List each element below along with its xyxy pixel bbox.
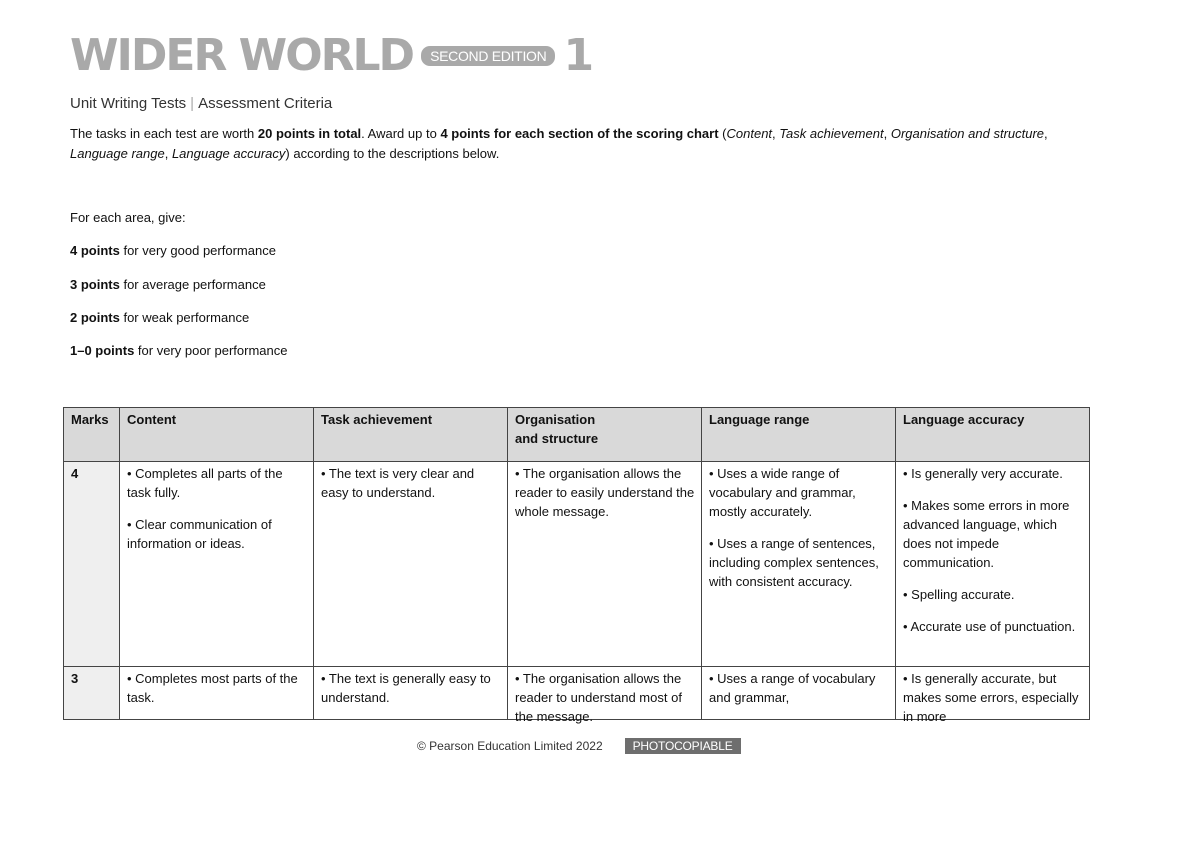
intro-italic: Language accuracy xyxy=(171,146,286,161)
scoring-points: 2 points xyxy=(70,310,120,325)
mark-value: 3 xyxy=(71,671,79,686)
scoring-desc: for very poor performance xyxy=(134,343,288,358)
scoring-points: 1–0 points xyxy=(70,343,135,358)
table-row xyxy=(64,462,1090,667)
intro-text: ( xyxy=(718,126,727,141)
scoring-lead: For each area, give: xyxy=(70,210,186,225)
intro-text: , xyxy=(772,126,780,141)
criterion-bullet: • The organisation allows the reader to understand most of the message. xyxy=(515,671,682,724)
logo-level-number: 1 xyxy=(563,30,595,81)
intro-text: The tasks in each test are worth xyxy=(70,126,258,141)
criterion-bullet: • Makes some errors in more advanced language, which does not impede communication. xyxy=(903,498,1070,570)
header-organisation-line2: and structure xyxy=(515,431,599,446)
table-row xyxy=(64,667,1090,720)
page-footer xyxy=(417,738,741,754)
header-marks: Marks xyxy=(64,408,120,462)
criterion-bullet: • Is generally very accurate. xyxy=(903,466,1063,481)
intro-bold-sections: 4 points for each section of the scoring chart xyxy=(440,126,719,141)
header-language-accuracy: Language accuracy xyxy=(896,408,1090,462)
scoring-item xyxy=(70,243,276,258)
scoring-desc: for weak performance xyxy=(119,310,250,325)
mark-cell xyxy=(64,667,120,720)
intro-text: , xyxy=(164,146,172,161)
scoring-points: 3 points xyxy=(70,277,120,292)
logo-edition-badge: SECOND EDITION xyxy=(421,46,555,66)
scoring-desc: for very good performance xyxy=(119,243,276,258)
subtitle-right: Assessment Criteria xyxy=(198,95,333,112)
intro-italic: Language range xyxy=(70,146,165,161)
content-cell xyxy=(120,667,314,720)
intro-text: , xyxy=(1044,126,1048,141)
table-header-row xyxy=(64,408,1090,462)
intro-text: . Award up to xyxy=(361,126,441,141)
range-cell xyxy=(702,462,896,667)
criterion-bullet: • The text is very clear and easy to understand. xyxy=(321,466,475,500)
criterion-bullet: • Completes most parts of the task. xyxy=(127,671,298,705)
criterion-bullet: • Spelling accurate. xyxy=(903,587,1015,602)
criterion-bullet: • Completes all parts of the task fully. xyxy=(127,466,283,500)
range-cell xyxy=(702,667,896,720)
wider-world-logo xyxy=(70,30,595,81)
assessment-criteria-table xyxy=(63,407,1090,724)
accuracy-cell xyxy=(896,462,1090,667)
criterion-bullet: • Uses a range of sentences, including complex sentences, with consistent accuracy. xyxy=(709,536,879,589)
criterion-bullet: • The organisation allows the reader to easily understand the whole message. xyxy=(515,466,695,519)
header-language-range: Language range xyxy=(702,408,896,462)
subtitle-separator: | xyxy=(190,95,195,112)
logo-title: WIDER WORLD xyxy=(70,30,414,81)
intro-bold-total: 20 points in total xyxy=(257,126,362,141)
content-cell xyxy=(120,462,314,667)
scoring-item xyxy=(70,343,287,358)
intro-text: ) according to the descriptions below. xyxy=(285,146,500,161)
subtitle-left: Unit Writing Tests xyxy=(70,95,187,112)
criterion-bullet: • Accurate use of punctuation. xyxy=(903,619,1076,634)
intro-text: , xyxy=(883,126,891,141)
header-organisation xyxy=(508,408,702,462)
scoring-item xyxy=(70,310,249,325)
criterion-bullet: • Is generally accurate, but makes some errors, especially in more xyxy=(903,671,1079,724)
task-cell xyxy=(314,462,508,667)
accuracy-cell xyxy=(896,667,1090,724)
intro-italic: Content xyxy=(726,126,773,141)
intro-italic: Organisation and structure xyxy=(890,126,1045,141)
copyright-text: © Pearson Education Limited 2022 xyxy=(417,739,603,753)
task-cell xyxy=(314,667,508,720)
page-subtitle xyxy=(70,95,332,112)
header-organisation-line1: Organisation xyxy=(515,412,596,427)
criterion-bullet: • Uses a range of vocabulary and grammar, xyxy=(709,671,876,705)
photocopiable-badge: PHOTOCOPIABLE xyxy=(625,738,741,754)
criterion-bullet: • The text is generally easy to understand. xyxy=(321,671,491,705)
scoring-item xyxy=(70,277,266,292)
intro-paragraph xyxy=(70,124,1070,164)
header-task-achievement: Task achievement xyxy=(314,408,508,462)
organisation-cell xyxy=(508,462,702,667)
intro-italic: Task achievement xyxy=(779,126,884,141)
criterion-bullet: • Uses a wide range of vocabulary and grammar, mostly accurately. xyxy=(709,466,856,519)
mark-cell: 4 xyxy=(64,462,120,667)
header-content: Content xyxy=(120,408,314,462)
scoring-desc: for average performance xyxy=(119,277,266,292)
organisation-cell xyxy=(508,667,702,724)
criterion-bullet: • Clear communication of information or ideas. xyxy=(127,517,272,551)
scoring-points: 4 points xyxy=(70,243,120,258)
